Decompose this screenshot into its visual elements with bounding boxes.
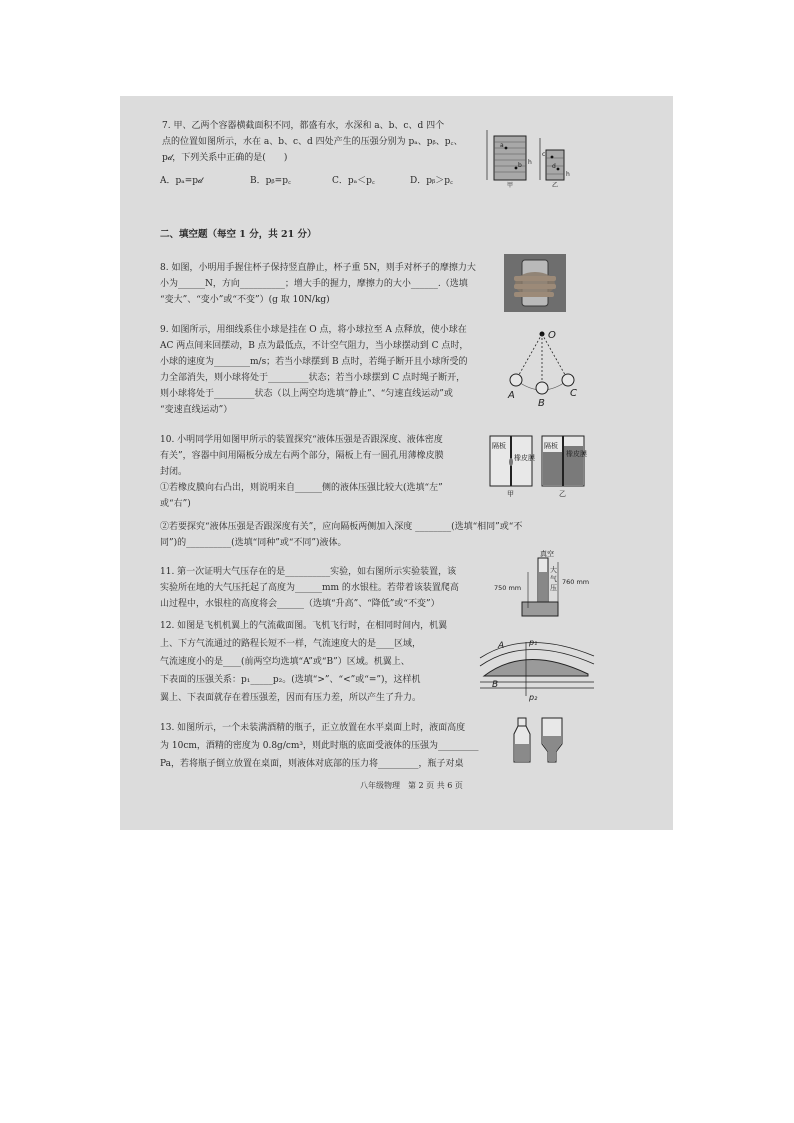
q12-label-p1: p₁	[529, 638, 538, 647]
q12-label-p2: p₂	[529, 693, 538, 702]
q11-label-760: 760 mm	[562, 578, 590, 586]
q12-line-1: 12. 如图是飞机机翼上的气流截面图。飞机飞行时，在相同时间内，机翼	[160, 621, 448, 631]
q8-line-3: “变大”、“变小”或“不变”）(g 取 10N/kg)	[160, 295, 330, 305]
q13-bottles-figure	[512, 714, 572, 766]
q10-label-mo-yi: 橡皮膜	[566, 450, 587, 458]
q7-label-h-right: h	[566, 171, 570, 178]
q10-label-jia: 甲	[507, 490, 514, 498]
exam-page-photo	[120, 96, 673, 830]
q10-line-2: 有关”，容器中间用隔板分成左右两个部分，隔板上有一圆孔用薄橡皮膜	[160, 451, 444, 461]
q12-label-a: A	[498, 641, 505, 651]
q9-line-1: 9. 如图所示，用细线系住小球是挂在 O 点，将小球拉至 A 点释放，使小球在	[160, 325, 467, 335]
q9-line-2: AC 两点间来回摆动，B 点为最低点，不计空气阻力，当小球摆动到 C 点时，	[160, 341, 469, 351]
q10-line-4: ①若橡皮膜向右凸出，则说明来自______侧的液体压强比较大(选填“左”	[160, 483, 443, 493]
q7-option-a: A．pₐ=p𝒹	[160, 176, 203, 186]
q12-line-3: 气流速度小的是____(前两空均选填“A”或“B”）区域。机翼上、	[160, 657, 410, 667]
q10-line-3: 封闭。	[160, 467, 188, 477]
q10-label-geban-yi: 隔板	[544, 442, 558, 450]
q7-option-c: C．pₐ＜p꜀	[332, 176, 375, 186]
q13-line-3: Pa，若将瓶子倒立放置在桌面，则液体对底部的压力将_________，瓶子对桌	[160, 759, 464, 769]
q9-label-o: O	[548, 330, 556, 341]
q8-line-1: 8. 如图，小明用手握住杯子保持竖直静止，杯子重 5N，则手对杯子的摩擦力大	[160, 263, 476, 273]
q12-line-4: 下表面的压强关系：p₁_____p₂。(选填“>”、“<”或“=”)，这样机	[160, 675, 421, 685]
q9-line-4: 力全部消失，则小球将处于_________状态；若当小球摆到 C 点时绳子断开，	[160, 373, 466, 383]
q9-label-c: C	[570, 388, 577, 399]
q11-label-qi: 气	[550, 575, 557, 583]
q7-line-1: 7. 甲、乙两个容器横截面积不同，都盛有水，水深和 a、b、c、d 四个	[162, 121, 445, 131]
q11-line-2: 实验所在地的大气压托起了高度为______mm 的水银柱。若带着该装置爬高	[160, 583, 459, 593]
q10-label-yi: 乙	[559, 490, 566, 498]
q9-line-3: 小球的速度为________m/s；若当小球摆到 B 点时，若绳子断开且小球所受的	[160, 357, 468, 367]
q7-option-b: B．pᵦ=p꜀	[250, 176, 292, 186]
q7-option-d: D．pᵦ＞p꜀	[410, 176, 454, 186]
q8-line-2: 小为______N，方向__________；增大手的握力，摩擦力的大小______.（选填	[160, 279, 468, 289]
section-2-title: 二、填空题（每空 1 分，共 21 分）	[160, 229, 317, 240]
q13-line-2: 为 10cm，酒精的密度为 0.8g/cm³，则此时瓶的底面受液体的压强为_________	[160, 741, 479, 751]
page-footer: 八年级物理 第 2 页 共 6 页	[360, 781, 463, 790]
q11-line-3: 山过程中，水银柱的高度将会______（选填“升高”、“降低”或“不变”）	[160, 599, 440, 609]
q10-line-6: ②若要探究“液体压强是否跟深度有关”，应向隔板两侧加入深度 ________(选填“相同”或“不	[160, 522, 523, 532]
q10-label-mo-jia: 橡皮膜	[514, 454, 535, 462]
q9-line-5: 则小球将处于_________状态（以上两空均选填“静止”、“匀速直线运动”或	[160, 389, 453, 399]
q7-containers-figure	[482, 124, 574, 188]
q7-label-c: c	[542, 151, 546, 158]
q10-label-geban-jia: 隔板	[492, 442, 506, 450]
q11-label-da: 大	[550, 566, 557, 574]
q9-pendulum-figure	[504, 328, 586, 408]
q11-label-750: 750 mm	[494, 584, 522, 592]
q10-partition-figure	[486, 432, 590, 498]
q12-line-2: 上、下方气流通过的路程长短不一样，气流速度大的是____区域，	[160, 639, 422, 649]
q9-label-b: B	[538, 398, 545, 408]
q7-label-d: d	[552, 163, 556, 170]
q7-line-3: p𝒹，下列关系中正确的是( )	[162, 153, 288, 163]
q11-label-ya: 压	[550, 584, 557, 592]
q12-label-b: B	[492, 680, 499, 690]
q10-line-1: 10. 小明同学用如图甲所示的装置探究“液体压强是否跟深度、液体密度	[160, 435, 443, 445]
q9-line-6: “变速直线运动”）	[160, 405, 233, 415]
q13-line-1: 13. 如图所示，一个未装满酒精的瓶子，正立放置在水平桌面上时，液面高度	[160, 723, 466, 733]
q7-label-h-left: h	[528, 159, 532, 166]
q7-line-2: 点的位置如图所示，水在 a、b、c、d 四处产生的压强分别为 pₐ、pᵦ、p꜀、	[162, 137, 463, 147]
q10-line-7: 同”)的__________(选填“同种”或“不同”)液体。	[160, 538, 347, 548]
q9-label-a: A	[508, 390, 515, 401]
q7-label-yi: 乙	[552, 182, 559, 188]
q10-line-5: 或“右”)	[160, 499, 191, 509]
q12-line-5: 翼上、下表面就存在着压强差，因而有压力差，所以产生了升力。	[160, 693, 422, 703]
q11-label-vacuum: 真空	[540, 550, 554, 558]
q7-label-jia: 甲	[507, 182, 514, 188]
q11-torricelli-figure	[492, 550, 612, 624]
q8-hand-cup-photo	[504, 254, 566, 312]
q7-label-b: b	[518, 162, 522, 169]
q12-wing-airflow-figure	[476, 636, 600, 702]
q11-line-1: 11. 第一次证明大气压存在的是__________实验，如右图所示实验装置，该	[160, 567, 457, 577]
q7-label-a: a	[500, 142, 504, 149]
